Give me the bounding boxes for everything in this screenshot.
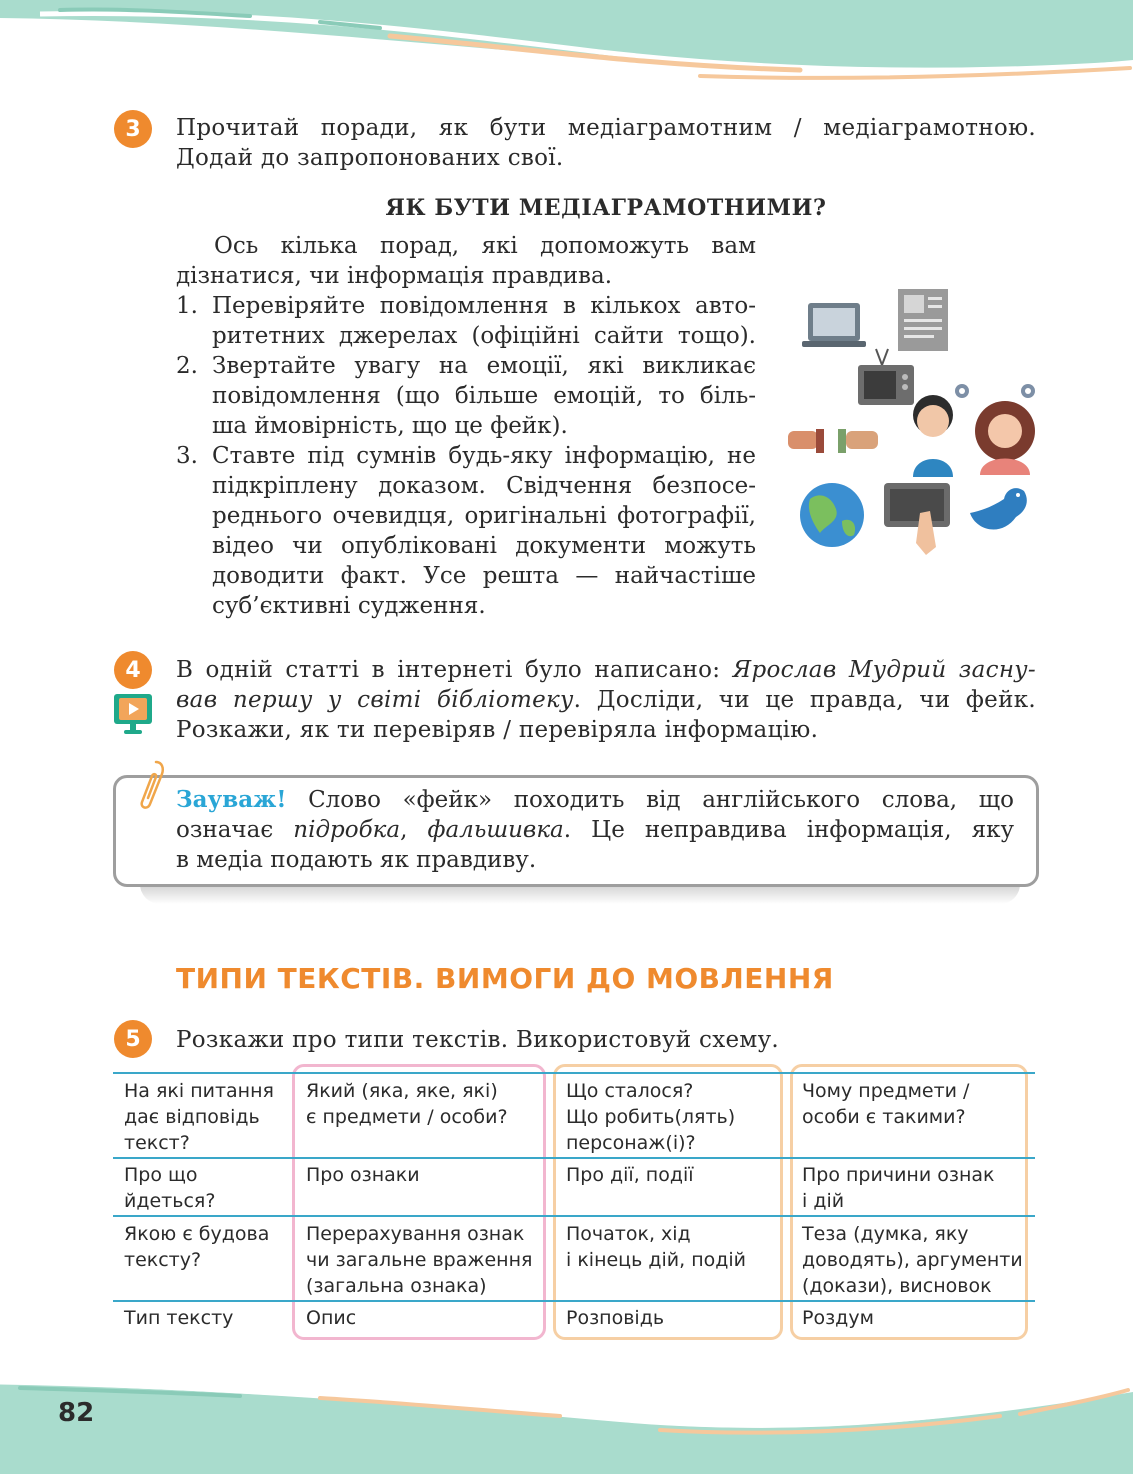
row-4-reasoning: [802, 1305, 874, 1331]
cell-line: тексту?: [124, 1249, 202, 1271]
note-line-1: [176, 785, 1014, 815]
row-1-label: [124, 1078, 274, 1156]
cell-line: дає відповідь: [124, 1106, 260, 1128]
task-4-line-1-text: В одній статті в інтернеті було написано:: [176, 657, 733, 683]
intro-line-1: Ось кілька порад, які допоможуть вам: [214, 233, 756, 259]
page-number: 82: [58, 1398, 95, 1428]
task-3-number: 3: [125, 116, 141, 142]
note-shadow: [140, 884, 1020, 904]
tip-1-line-1: Перевіряйте повідомлення в кількох авто-: [212, 293, 756, 319]
top-wave-decoration: [0, 0, 1133, 95]
cell-line: Опис: [306, 1307, 357, 1329]
task-4-number-badge: [114, 651, 152, 689]
note-line-2: [176, 815, 1014, 845]
cell-line: Тип тексту: [124, 1307, 234, 1329]
note-line-2-end: . Це неправдива інформація, яку: [563, 817, 1014, 843]
tip-3: [176, 441, 756, 621]
row-2-description: [306, 1162, 420, 1188]
row-3-reasoning: [802, 1221, 1023, 1299]
row-3-label: [124, 1221, 269, 1273]
task-5-number: 5: [125, 1026, 141, 1052]
cell-line: Про дії, події: [566, 1164, 694, 1186]
note-separator: ,: [400, 817, 428, 843]
tv-icon: [858, 349, 914, 405]
row-3-description: [306, 1221, 532, 1299]
row-1-narrative: [566, 1078, 735, 1156]
task-4-line-2-text: . Досліди, чи це правда, чи фейк.: [573, 687, 1036, 713]
cell-line: персонаж(і)?: [566, 1132, 696, 1154]
bottom-wave-decoration: [0, 1370, 1133, 1474]
note-head: Зауваж!: [176, 786, 287, 813]
tip-3-line-5: доводити факт. Усе решта — найчастіше: [212, 563, 756, 589]
tip-3-line-3: реднього очевидця, оригінальні фотографії,: [212, 503, 756, 529]
tip-3-line-4: відео чи опубліковані документи можуть: [212, 533, 756, 559]
cell-line: доводять), аргументи: [802, 1249, 1023, 1271]
twitter-bird-icon: [970, 488, 1027, 529]
row-1-reasoning: [802, 1078, 969, 1130]
cell-line: Про що: [124, 1164, 198, 1186]
note-line-3: в медіа подають як правдиву.: [176, 847, 537, 873]
row-4-description: [306, 1305, 356, 1331]
cell-line: і дій: [802, 1190, 845, 1212]
gear-icon-2: [1021, 384, 1035, 398]
tip-2: [176, 351, 756, 441]
note-italic-2: фальшивка: [427, 817, 564, 843]
cell-line: (докази), висновок: [802, 1275, 992, 1297]
boy-avatar-icon: [913, 395, 953, 477]
paperclip-icon: [134, 756, 170, 812]
task-4-quote-part-1: Ярослав Мудрий засну-: [732, 657, 1036, 683]
cell-line: Якою є будова: [124, 1223, 270, 1245]
tip-3-line-6: суб’єктивні судження.: [212, 593, 486, 619]
table-line: [113, 1157, 1035, 1159]
cell-line: Про ознаки: [306, 1164, 420, 1186]
gear-icon: [955, 384, 969, 398]
tip-2-number: 2.: [176, 353, 198, 379]
task-4-line-3: Розкажи, як ти перевіряв / перевіряла інформацію.: [176, 717, 819, 743]
note-line-2-start: означає: [176, 817, 294, 843]
cell-line: чи загальне враження: [306, 1249, 533, 1271]
row-2-narrative: [566, 1162, 694, 1188]
cell-line: йдеться?: [124, 1190, 216, 1212]
table-line: [113, 1300, 1035, 1302]
note-text: [176, 785, 1014, 875]
row-3-narrative: [566, 1221, 746, 1273]
media-literacy-heading: ЯК БУТИ МЕДІАГРАМОТНИМИ?: [385, 195, 827, 221]
tip-3-number: 3.: [176, 443, 198, 469]
media-illustration: [780, 285, 1045, 565]
cell-line: Перерахування ознак: [306, 1223, 525, 1245]
row-4-narrative: [566, 1305, 664, 1331]
cell-line: є предмети / особи?: [306, 1106, 508, 1128]
table-line: [113, 1072, 1035, 1074]
girl-avatar-icon: [975, 401, 1035, 475]
table-line: [113, 1215, 1035, 1217]
tip-1-line-2: ритетних джерелах (офіційні сайти тощо).: [212, 323, 756, 349]
video-icon: [112, 692, 154, 736]
tip-2-line-3: ша ймовірність, що це фейк).: [212, 413, 568, 439]
cell-line: текст?: [124, 1132, 190, 1154]
cell-line: Роздум: [802, 1307, 874, 1329]
cell-line: (загальна ознака): [306, 1275, 487, 1297]
tip-2-line-2: повідомлення (що більше емоцій, то біль-: [212, 383, 756, 409]
tip-3-line-2: підкріплену доказом. Свідчення безпосе-: [212, 473, 756, 499]
cell-line: Який (яка, яке, які): [306, 1080, 498, 1102]
cell-line: Що сталося?: [566, 1080, 694, 1102]
tablet-touch-icon: [884, 483, 950, 555]
thumbs-down-icon: [788, 429, 824, 453]
globe-icon: [800, 483, 864, 547]
cell-line: Розповідь: [566, 1307, 665, 1329]
row-2-reasoning: [802, 1162, 995, 1214]
tip-3-line-1: Ставте під сумнів будь-яку інформацію, не: [212, 443, 756, 469]
row-1-description: [306, 1078, 508, 1130]
note-line-1-text: Слово «фейк» походить від англійського слова, що: [286, 787, 1014, 813]
task-5-instruction: Розкажи про типи текстів. Використовуй схему.: [176, 1027, 780, 1053]
cell-line: На які питання: [124, 1080, 274, 1102]
task-3-instruction-line-2: Додай до запропонованих свої.: [176, 145, 564, 171]
row-2-label: [124, 1162, 215, 1214]
task-5-number-badge: [114, 1020, 152, 1058]
cell-line: Теза (думка, яку: [802, 1223, 969, 1245]
cell-line: особи є такими?: [802, 1106, 966, 1128]
cell-line: і кінець дій, подій: [566, 1249, 747, 1271]
cell-line: Початок, хід: [566, 1223, 691, 1245]
task-4-quote-part-2: вав першу у світі бібліотеку: [176, 687, 574, 713]
task-3-number-badge: [114, 110, 152, 148]
tip-1-number: 1.: [176, 293, 198, 319]
cell-line: Що робить(лять): [566, 1106, 736, 1128]
cell-line: Чому предмети /: [802, 1080, 970, 1102]
newspaper-icon: [898, 289, 948, 351]
thumbs-up-icon: [838, 429, 878, 453]
row-4-label: [124, 1305, 233, 1331]
note-italic-1: підробка: [293, 817, 401, 843]
tip-1: [176, 291, 756, 351]
tip-2-line-1: Звертайте увагу на емоції, які викликає: [212, 353, 756, 379]
task-4-number: 4: [125, 657, 141, 683]
laptop-icon: [802, 303, 866, 347]
task-4-line-1: [176, 655, 1036, 685]
cell-line: Про причини ознак: [802, 1164, 995, 1186]
task-3-instruction-line-1: Прочитай поради, як бути медіаграмотним / медіаграмотною.: [176, 115, 1036, 141]
intro-line-2: дізнатися, чи інформація правдива.: [176, 263, 613, 289]
section-title: ТИПИ ТЕКСТІВ. ВИМОГИ ДО МОВЛЕННЯ: [176, 962, 834, 995]
task-4-line-2: [176, 685, 1036, 715]
